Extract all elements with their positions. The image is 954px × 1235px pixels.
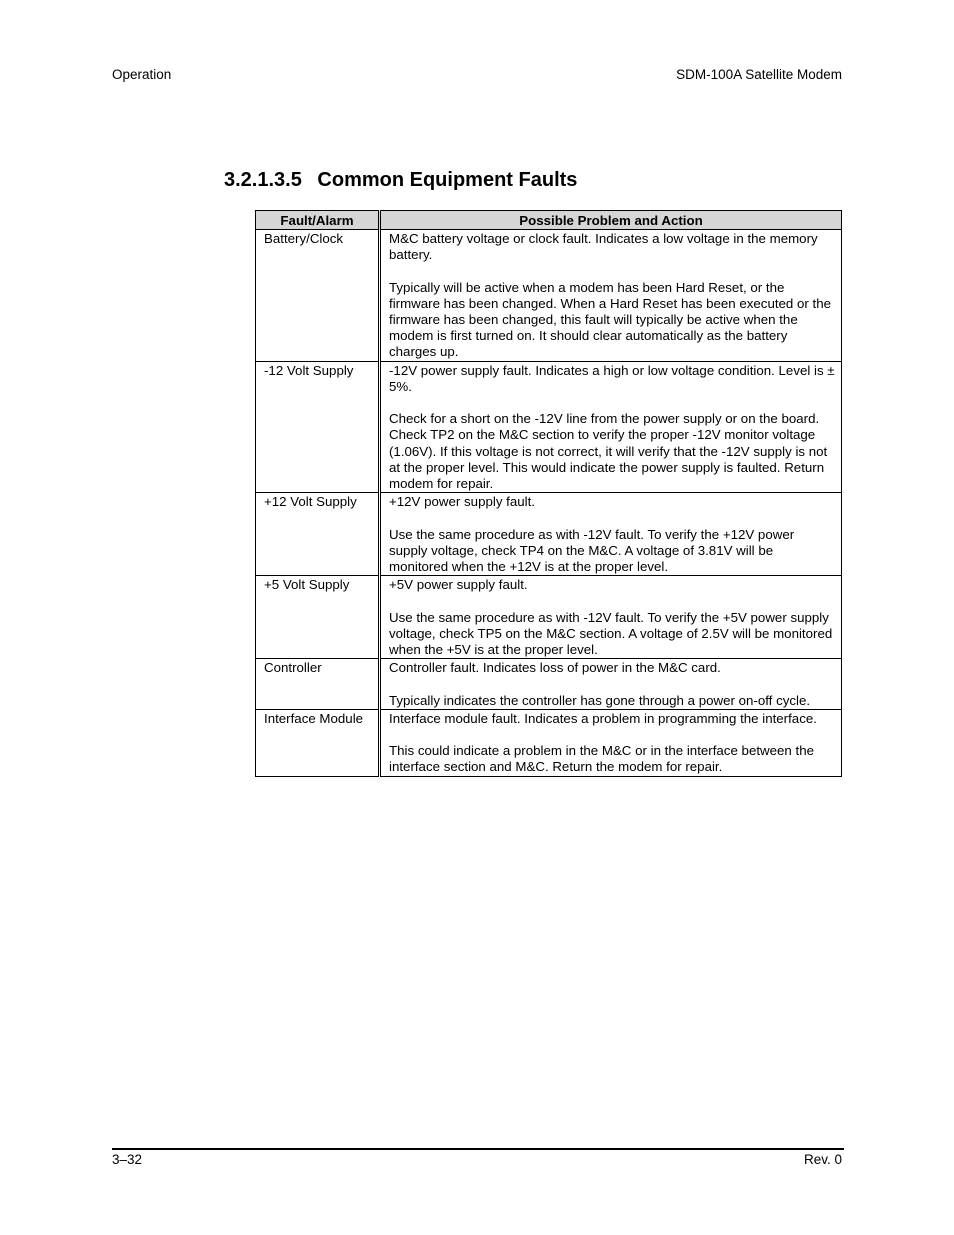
table-row bbox=[256, 230, 842, 362]
table-header-row bbox=[256, 211, 842, 230]
problem-action-cell bbox=[380, 576, 842, 659]
fault-name-cell: Controller bbox=[256, 659, 380, 710]
table-row bbox=[256, 576, 842, 659]
fault-name-cell: Battery/Clock bbox=[256, 230, 380, 362]
problem-description: +12V power supply fault. bbox=[389, 494, 535, 510]
problem-action-cell bbox=[380, 709, 842, 776]
action-description: Typically will be active when a modem has been Hard Reset, or the firmware has been changed. When a Hard Reset has been executed or the firmware has been changed, this fault will typically be active when the modem is first turned on. It should clear automatically as the battery charges up. bbox=[389, 279, 832, 360]
column-header-problem-action: Possible Problem and Action bbox=[380, 211, 842, 230]
table-row bbox=[256, 361, 842, 493]
action-description: Use the same procedure as with -12V fault. To verify the +5V power supply voltage, check TP5 on the M&C section. A voltage of 2.5V will be monitored when the +5V is at the proper level. bbox=[389, 609, 833, 658]
action-description: Typically indicates the controller has gone through a power on-off cycle. bbox=[389, 692, 811, 708]
column-header-fault-alarm: Fault/Alarm bbox=[256, 211, 380, 230]
fault-name-cell: -12 Volt Supply bbox=[256, 361, 380, 493]
problem-action-cell bbox=[380, 361, 842, 493]
action-description: Check for a short on the -12V line from the power supply or on the board. Check TP2 on the M&C section to verify the proper -12V monitor voltage (1.06V). If this voltage is not correct, it will verify that the -12V supply is not at the proper level. This would indicate the power supply is faulted. Return modem for repair. bbox=[389, 411, 828, 492]
problem-action-cell bbox=[380, 493, 842, 576]
common-equipment-faults-table bbox=[255, 210, 842, 777]
fault-name-cell: Interface Module bbox=[256, 709, 380, 776]
fault-name-cell: +12 Volt Supply bbox=[256, 493, 380, 576]
problem-description: -12V power supply fault. Indicates a high or low voltage condition. Level is ± 5%. bbox=[389, 362, 835, 394]
running-header-section: Operation bbox=[112, 67, 172, 82]
problem-action-cell bbox=[380, 659, 842, 710]
fault-name-cell: +5 Volt Supply bbox=[256, 576, 380, 659]
revision-label: Rev. 0 bbox=[803, 1152, 842, 1167]
page-number: 3–32 bbox=[112, 1152, 143, 1167]
problem-description: M&C battery voltage or clock fault. Indicates a low voltage in the memory battery. bbox=[389, 231, 818, 263]
problem-description: Interface module fault. Indicates a problem in programming the interface. bbox=[389, 710, 817, 726]
section-title-text: Common Equipment Faults bbox=[317, 169, 578, 191]
running-header-document-title: SDM-100A Satellite Modem bbox=[676, 67, 842, 82]
action-description: Use the same procedure as with -12V fault. To verify the +12V power supply voltage, check TP4 on the M&C. A voltage of 3.81V will be monitored when the +12V is at the proper level. bbox=[389, 526, 795, 575]
section-number: 3.2.1.3.5 bbox=[224, 169, 302, 191]
action-description: This could indicate a problem in the M&C or in the interface between the interface section and M&C. Return the modem for repair. bbox=[389, 743, 814, 775]
table-row bbox=[256, 659, 842, 710]
footer-divider bbox=[112, 1148, 844, 1150]
section-heading bbox=[224, 169, 577, 192]
problem-description: +5V power supply fault. bbox=[389, 577, 528, 593]
problem-description: Controller fault. Indicates loss of power in the M&C card. bbox=[389, 660, 721, 676]
table-row bbox=[256, 493, 842, 576]
problem-action-cell bbox=[380, 230, 842, 362]
table-row bbox=[256, 709, 842, 776]
